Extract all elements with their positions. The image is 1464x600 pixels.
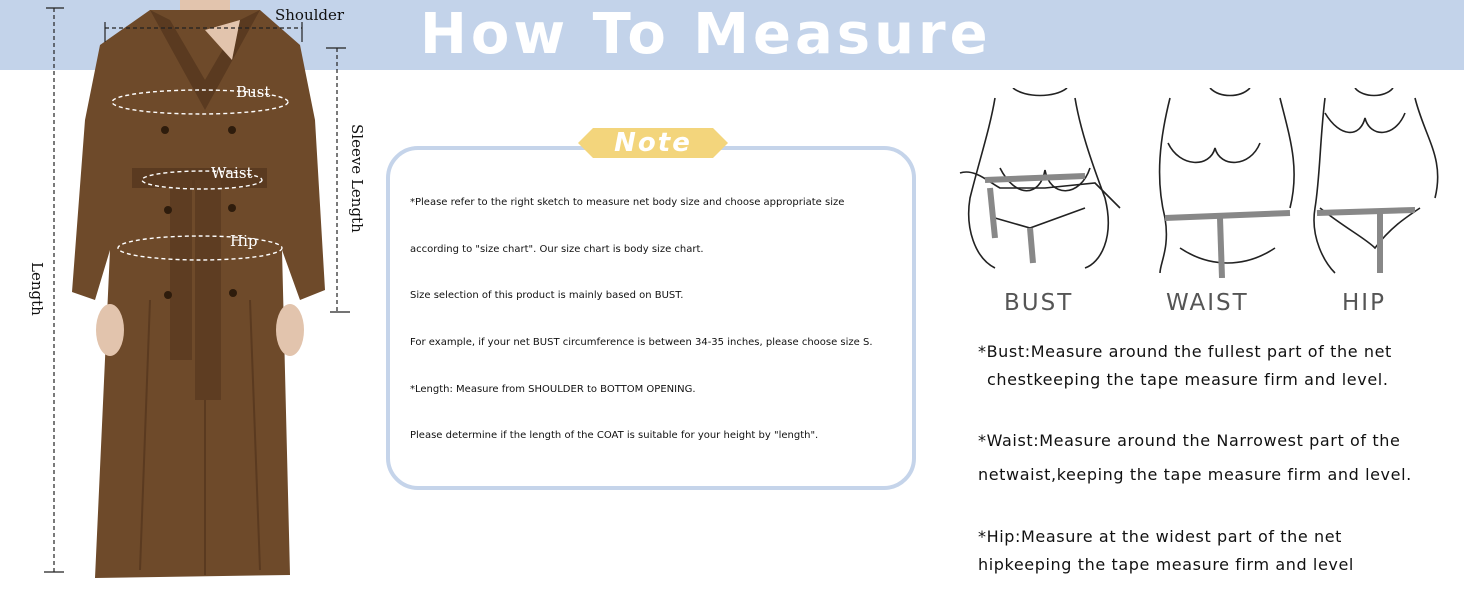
hip-sketch <box>1305 88 1450 278</box>
hip-description: hipkeeping the tape measure firm and level <box>978 555 1354 574</box>
waist-description: *Waist:Measure around the Narrowest part of the <box>978 431 1401 450</box>
hip-description: *Hip:Measure at the widest part of the net <box>978 527 1343 546</box>
note-line: *Length: Measure from SHOULDER to BOTTOM OPENING. <box>410 384 696 395</box>
bust-description: chestkeeping the tape measure firm and level. <box>987 370 1389 389</box>
waist-sketch-label: WAIST <box>1166 290 1249 316</box>
note-line: Size selection of this product is mainly based on BUST. <box>410 290 684 301</box>
note-title: Note <box>614 128 692 158</box>
coat-figure-illustration <box>0 0 380 600</box>
shoulder-label: Shoulder <box>275 6 345 24</box>
length-label: Length <box>28 262 46 316</box>
hip-sketch-label: HIP <box>1342 290 1386 316</box>
page-title: How To Measure <box>420 2 992 67</box>
waist-description: netwaist,keeping the tape measure firm and level. <box>978 465 1412 484</box>
hip-label: Hip <box>230 232 258 250</box>
note-line: *Please refer to the right sketch to measure net body size and choose appropriate size <box>410 197 845 208</box>
note-line: Please determine if the length of the COAT is suitable for your height by "length". <box>410 430 819 441</box>
waist-sketch <box>1150 88 1310 278</box>
bust-sketch-label: BUST <box>1004 290 1074 316</box>
bust-description: *Bust:Measure around the fullest part of the net <box>978 342 1392 361</box>
bust-sketch <box>955 88 1130 278</box>
note-line: For example, if your net BUST circumference is between 34-35 inches, please choose size S. <box>410 337 873 348</box>
note-line: according to "size chart". Our size chart is body size chart. <box>410 244 704 255</box>
sleeve-length-label: Sleeve Length <box>348 124 366 233</box>
bust-label: Bust <box>236 83 271 101</box>
waist-label: Waist <box>211 164 253 182</box>
